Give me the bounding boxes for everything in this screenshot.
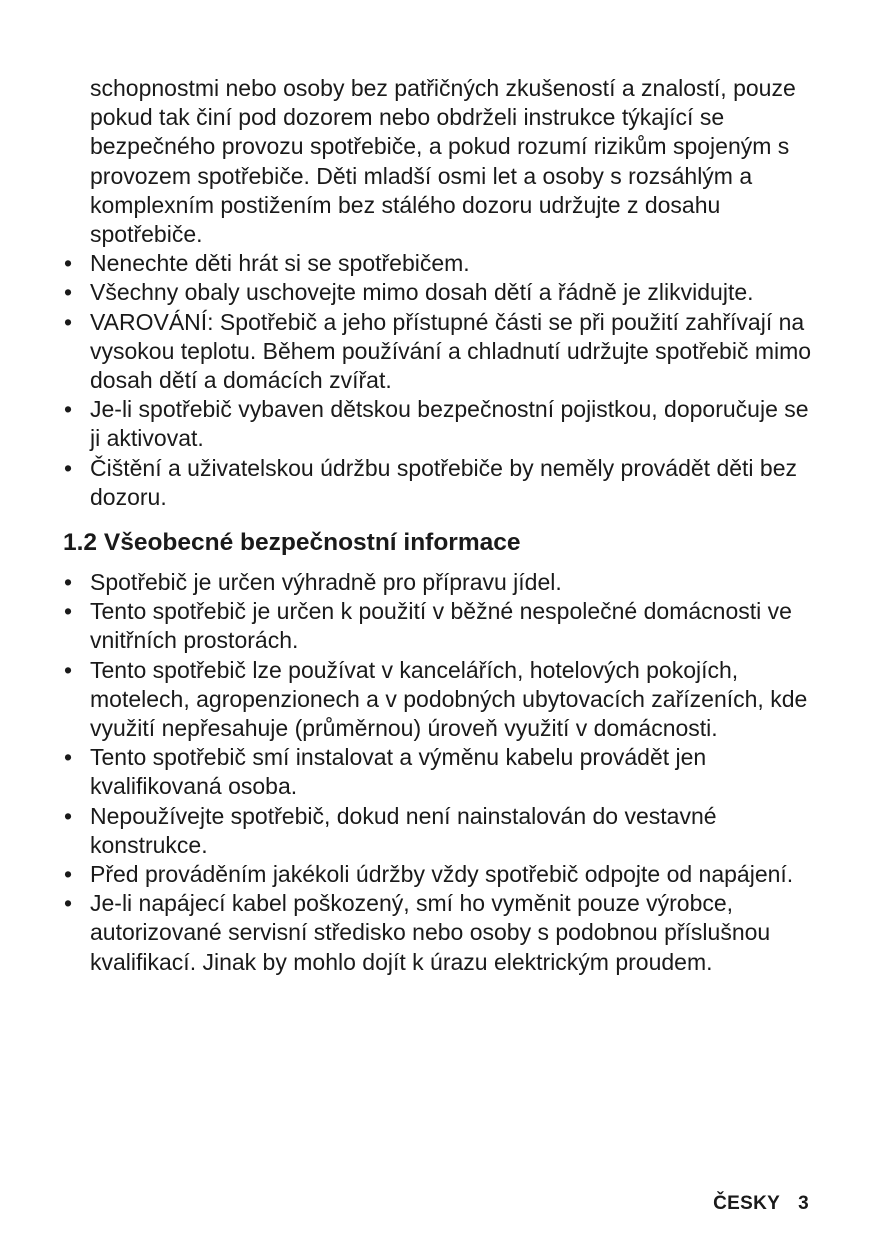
bullet-icon: • <box>64 250 73 277</box>
bullet-icon: • <box>64 802 73 829</box>
list-item <box>63 597 823 655</box>
bullet-icon: • <box>64 396 73 423</box>
list-item-text: Čištění a uživatelskou údržbu spotřebiče by neměly provádět děti bez dozoru. <box>90 454 798 510</box>
page-footer <box>713 1193 809 1215</box>
page-content <box>63 74 823 977</box>
language-label: ČESKY <box>713 1193 781 1214</box>
list-item-text: Tento spotřebič smí instalovat a výměnu kabelu provádět jen kvalifikovaná osoba. <box>90 744 707 800</box>
page-number: 3 <box>798 1193 809 1214</box>
list-item <box>63 278 823 307</box>
intro-paragraph: schopnostmi nebo osoby bez patřičných zkušeností a znalostí, pouze pokud tak činí pod dozorem nebo obdrželi instrukce týkající se bezpečného provozu spotřebiče, a pokud rozumí rizikům spojeným s provozem spotřebiče. Děti mladší osmi let a osoby s rozsáhlým a komplexním postižením bez stálého dozoru udržujte z dosahu spotřebiče. <box>90 75 796 248</box>
list-item <box>63 889 823 977</box>
bullet-icon: • <box>64 890 73 917</box>
section-heading: 1.2 Všeobecné bezpečnostní informace <box>63 529 521 557</box>
list-item-text: Před prováděním jakékoli údržby vždy spotřebič odpojte od napájení. <box>90 861 794 888</box>
bullet-icon: • <box>64 598 73 625</box>
list-item-text: Je-li spotřebič vybaven dětskou bezpečnostní pojistkou, doporučuje se ji aktivovat. <box>90 396 809 452</box>
list-item <box>63 568 823 597</box>
general-safety-list <box>63 568 823 977</box>
list-item-text: Nenechte děti hrát si se spotřebičem. <box>90 250 470 277</box>
list-item-text: Nepoužívejte spotřebič, dokud není nainstalován do vestavné konstrukce. <box>90 802 717 858</box>
list-item <box>63 802 823 860</box>
list-item <box>63 395 823 453</box>
list-item-text: Spotřebič je určen výhradně pro přípravu jídel. <box>90 569 562 596</box>
list-item <box>63 454 823 512</box>
list-item <box>63 860 823 889</box>
list-item <box>63 656 823 744</box>
list-item-text: Tento spotřebič lze používat v kancelářích, hotelových pokojích, motelech, agropenzionech a v podobných ubytovacích zařízeních, kde využití nepřesahuje (průměrnou) úroveň využití v domácnosti. <box>90 656 808 742</box>
bullet-icon: • <box>64 861 73 888</box>
bullet-icon: • <box>64 308 73 335</box>
bullet-icon: • <box>64 569 73 596</box>
list-item-text: Je-li napájecí kabel poškozený, smí ho vyměnit pouze výrobce, autorizované servisní středisko nebo osoby s podobnou příslušnou kvalifikací. Jinak by mohlo dojít k úrazu elektrickým proudem. <box>90 890 771 975</box>
bullet-icon: • <box>64 744 73 771</box>
list-item-text: Tento spotřebič je určen k použití v běžné nespolečné domácnosti ve vnitřních prostorách. <box>90 598 792 654</box>
list-item <box>63 743 823 801</box>
children-safety-list <box>63 249 823 512</box>
list-item-text: VAROVÁNÍ: Spotřebič a jeho přístupné části se při použití zahřívají na vysokou teplotu. Během používání a chladnutí udržujte spotřebič mimo dosah dětí a domácích zvířat. <box>90 308 812 394</box>
bullet-icon: • <box>64 656 73 683</box>
list-item <box>63 249 823 278</box>
bullet-icon: • <box>64 454 73 481</box>
list-item-text: Všechny obaly uschovejte mimo dosah dětí a řádně je zlikvidujte. <box>90 279 754 306</box>
bullet-icon: • <box>64 279 73 306</box>
list-item <box>63 308 823 396</box>
